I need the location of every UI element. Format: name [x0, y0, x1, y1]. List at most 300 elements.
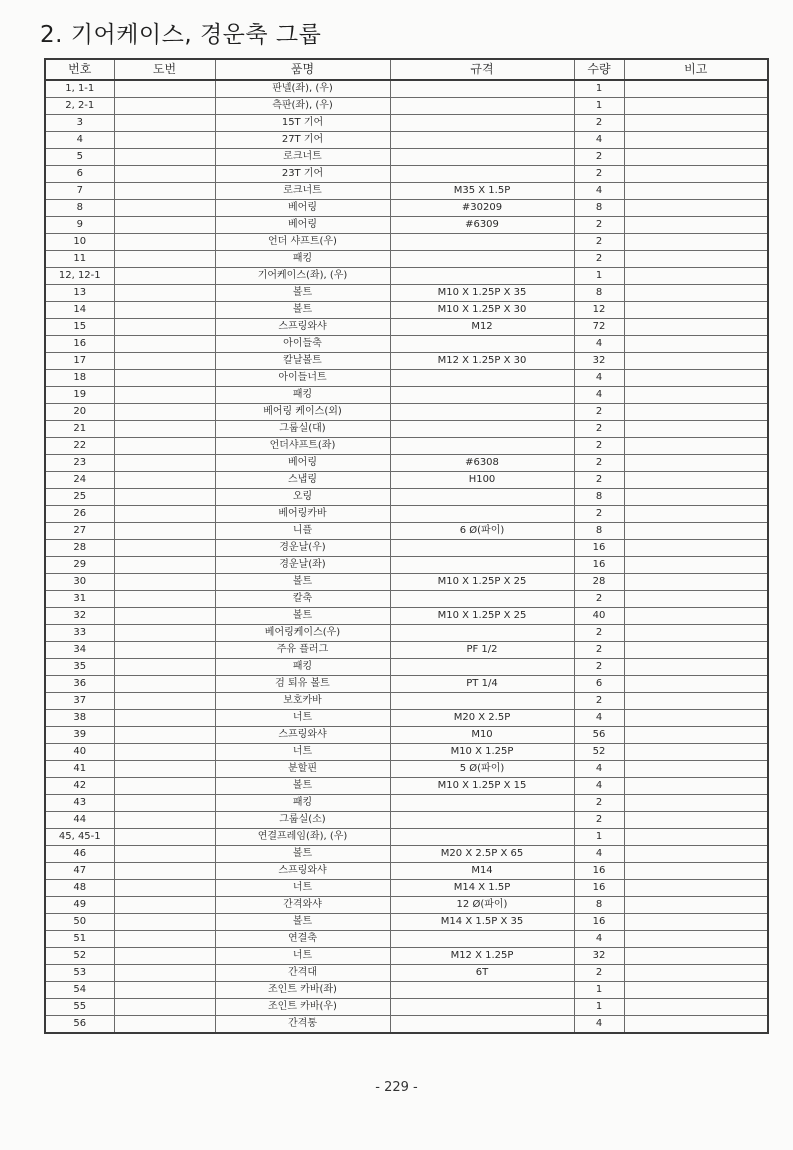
- cell-drawing: [114, 353, 215, 370]
- cell-drawing: [114, 455, 215, 472]
- cell-spec: [390, 80, 574, 98]
- cell-note: [624, 999, 768, 1016]
- table-row: [45, 387, 768, 404]
- cell-qty: 4: [574, 336, 624, 353]
- cell-note: [624, 693, 768, 710]
- cell-no: 51: [45, 931, 114, 948]
- cell-drawing: [114, 625, 215, 642]
- table-row: [45, 234, 768, 251]
- cell-no: 43: [45, 795, 114, 812]
- cell-drawing: [114, 914, 215, 931]
- cell-spec: [390, 591, 574, 608]
- cell-drawing: [114, 183, 215, 200]
- cell-spec: #30209: [390, 200, 574, 217]
- cell-no: 30: [45, 574, 114, 591]
- cell-drawing: [114, 319, 215, 336]
- cell-no: 7: [45, 183, 114, 200]
- cell-no: 35: [45, 659, 114, 676]
- cell-qty: 4: [574, 778, 624, 795]
- table-row: [45, 846, 768, 863]
- table-row: [45, 642, 768, 659]
- table-row: [45, 370, 768, 387]
- cell-qty: 2: [574, 438, 624, 455]
- cell-spec: M10 X 1.25P X 25: [390, 608, 574, 625]
- cell-note: [624, 710, 768, 727]
- cell-note: [624, 540, 768, 557]
- cell-name: 언더샤프트(좌): [215, 438, 390, 455]
- table-row: [45, 914, 768, 931]
- table-row: [45, 778, 768, 795]
- cell-no: 37: [45, 693, 114, 710]
- table-row: [45, 574, 768, 591]
- cell-drawing: [114, 795, 215, 812]
- cell-no: 50: [45, 914, 114, 931]
- cell-spec: [390, 659, 574, 676]
- cell-note: [624, 98, 768, 115]
- cell-note: [624, 149, 768, 166]
- cell-drawing: [114, 387, 215, 404]
- cell-qty: 8: [574, 489, 624, 506]
- cell-name: 연결프레임(좌), (우): [215, 829, 390, 846]
- table-row: [45, 183, 768, 200]
- cell-spec: [390, 268, 574, 285]
- cell-drawing: [114, 217, 215, 234]
- cell-note: [624, 387, 768, 404]
- cell-name: 볼트: [215, 914, 390, 931]
- cell-drawing: [114, 200, 215, 217]
- cell-drawing: [114, 438, 215, 455]
- cell-note: [624, 523, 768, 540]
- cell-spec: [390, 438, 574, 455]
- table-row: [45, 523, 768, 540]
- cell-note: [624, 727, 768, 744]
- cell-qty: 52: [574, 744, 624, 761]
- table-row: [45, 557, 768, 574]
- cell-note: [624, 982, 768, 999]
- cell-note: [624, 353, 768, 370]
- cell-qty: 16: [574, 880, 624, 897]
- cell-qty: 4: [574, 846, 624, 863]
- cell-qty: 2: [574, 234, 624, 251]
- cell-spec: M12 X 1.25P: [390, 948, 574, 965]
- cell-drawing: [114, 115, 215, 132]
- cell-name: 오링: [215, 489, 390, 506]
- cell-note: [624, 557, 768, 574]
- table-row: [45, 965, 768, 982]
- table-row: [45, 506, 768, 523]
- cell-name: 주유 플러그: [215, 642, 390, 659]
- cell-qty: 2: [574, 591, 624, 608]
- cell-drawing: [114, 744, 215, 761]
- cell-spec: M10 X 1.25P: [390, 744, 574, 761]
- cell-name: 칼축: [215, 591, 390, 608]
- cell-spec: [390, 98, 574, 115]
- cell-drawing: [114, 965, 215, 982]
- cell-no: 33: [45, 625, 114, 642]
- cell-drawing: [114, 149, 215, 166]
- cell-name: 아이들축: [215, 336, 390, 353]
- cell-no: 6: [45, 166, 114, 183]
- cell-note: [624, 642, 768, 659]
- cell-name: 볼트: [215, 846, 390, 863]
- cell-spec: [390, 370, 574, 387]
- cell-note: [624, 897, 768, 914]
- cell-qty: 6: [574, 676, 624, 693]
- cell-spec: M10 X 1.25P X 15: [390, 778, 574, 795]
- cell-drawing: [114, 931, 215, 948]
- table-row: [45, 421, 768, 438]
- cell-spec: [390, 1016, 574, 1034]
- cell-name: 스프링와샤: [215, 727, 390, 744]
- cell-note: [624, 489, 768, 506]
- cell-note: [624, 914, 768, 931]
- cell-note: [624, 931, 768, 948]
- cell-no: 49: [45, 897, 114, 914]
- table-row: [45, 829, 768, 846]
- cell-no: 11: [45, 251, 114, 268]
- table-body: [45, 80, 768, 1033]
- cell-drawing: [114, 982, 215, 999]
- cell-note: [624, 506, 768, 523]
- cell-drawing: [114, 897, 215, 914]
- table-row: [45, 319, 768, 336]
- cell-note: [624, 880, 768, 897]
- cell-spec: [390, 999, 574, 1016]
- cell-drawing: [114, 234, 215, 251]
- cell-note: [624, 795, 768, 812]
- cell-note: [624, 863, 768, 880]
- table-row: [45, 1016, 768, 1034]
- cell-qty: 16: [574, 863, 624, 880]
- cell-drawing: [114, 421, 215, 438]
- cell-no: 15: [45, 319, 114, 336]
- cell-note: [624, 421, 768, 438]
- cell-name: 측판(좌), (우): [215, 98, 390, 115]
- cell-name: 경운날(좌): [215, 557, 390, 574]
- table-row: [45, 982, 768, 999]
- cell-note: [624, 302, 768, 319]
- cell-name: 23T 기어: [215, 166, 390, 183]
- cell-spec: [390, 693, 574, 710]
- cell-note: [624, 455, 768, 472]
- cell-no: 56: [45, 1016, 114, 1034]
- cell-spec: #6309: [390, 217, 574, 234]
- table-row: [45, 693, 768, 710]
- cell-qty: 1: [574, 98, 624, 115]
- cell-qty: 2: [574, 421, 624, 438]
- cell-note: [624, 948, 768, 965]
- table-row: [45, 438, 768, 455]
- cell-spec: 6T: [390, 965, 574, 982]
- cell-note: [624, 132, 768, 149]
- cell-spec: [390, 557, 574, 574]
- cell-drawing: [114, 693, 215, 710]
- cell-qty: 1: [574, 268, 624, 285]
- cell-drawing: [114, 829, 215, 846]
- cell-no: 52: [45, 948, 114, 965]
- table-row: [45, 795, 768, 812]
- cell-no: 46: [45, 846, 114, 863]
- cell-spec: M10 X 1.25P X 25: [390, 574, 574, 591]
- cell-note: [624, 574, 768, 591]
- cell-note: [624, 846, 768, 863]
- cell-spec: 6 Ø(파이): [390, 523, 574, 540]
- cell-qty: 2: [574, 251, 624, 268]
- cell-drawing: [114, 268, 215, 285]
- cell-drawing: [114, 1016, 215, 1034]
- cell-no: 44: [45, 812, 114, 829]
- cell-drawing: [114, 285, 215, 302]
- cell-no: 20: [45, 404, 114, 421]
- cell-qty: 2: [574, 693, 624, 710]
- cell-note: [624, 166, 768, 183]
- table-row: [45, 744, 768, 761]
- cell-spec: [390, 506, 574, 523]
- table-row: [45, 285, 768, 302]
- cell-spec: [390, 251, 574, 268]
- table-row: [45, 200, 768, 217]
- cell-name: 경운날(우): [215, 540, 390, 557]
- cell-no: 18: [45, 370, 114, 387]
- cell-qty: 2: [574, 455, 624, 472]
- cell-note: [624, 625, 768, 642]
- cell-qty: 56: [574, 727, 624, 744]
- page-title: 2. 기어케이스, 경운축 그룹: [40, 22, 322, 48]
- cell-no: 17: [45, 353, 114, 370]
- cell-spec: [390, 812, 574, 829]
- cell-spec: 12 Ø(파이): [390, 897, 574, 914]
- cell-spec: [390, 982, 574, 999]
- cell-no: 23: [45, 455, 114, 472]
- cell-drawing: [114, 761, 215, 778]
- cell-no: 14: [45, 302, 114, 319]
- header-drawing: 도번: [114, 59, 215, 80]
- table-row: [45, 608, 768, 625]
- cell-qty: 72: [574, 319, 624, 336]
- table-header: [45, 59, 768, 80]
- cell-note: [624, 370, 768, 387]
- cell-no: 53: [45, 965, 114, 982]
- header-row: [45, 59, 768, 80]
- cell-note: [624, 251, 768, 268]
- table-row: [45, 591, 768, 608]
- cell-qty: 4: [574, 931, 624, 948]
- cell-qty: 32: [574, 353, 624, 370]
- parts-table: [44, 58, 769, 1034]
- cell-no: 8: [45, 200, 114, 217]
- cell-name: 조인트 카바(우): [215, 999, 390, 1016]
- table-row: [45, 455, 768, 472]
- table-row: [45, 217, 768, 234]
- cell-name: 27T 기어: [215, 132, 390, 149]
- cell-no: 16: [45, 336, 114, 353]
- cell-note: [624, 183, 768, 200]
- cell-no: 31: [45, 591, 114, 608]
- cell-note: [624, 472, 768, 489]
- cell-spec: M20 X 2.5P: [390, 710, 574, 727]
- cell-spec: M35 X 1.5P: [390, 183, 574, 200]
- cell-name: 보호카바: [215, 693, 390, 710]
- cell-no: 32: [45, 608, 114, 625]
- cell-name: 스프링와샤: [215, 319, 390, 336]
- cell-qty: 32: [574, 948, 624, 965]
- cell-note: [624, 812, 768, 829]
- cell-drawing: [114, 489, 215, 506]
- cell-name: 스프링와샤: [215, 863, 390, 880]
- table-row: [45, 659, 768, 676]
- cell-spec: M14: [390, 863, 574, 880]
- cell-name: 패킹: [215, 387, 390, 404]
- header-qty: 수량: [574, 59, 624, 80]
- cell-name: 볼트: [215, 302, 390, 319]
- cell-qty: 2: [574, 472, 624, 489]
- header-name: 품명: [215, 59, 390, 80]
- cell-name: 연결축: [215, 931, 390, 948]
- table-row: [45, 132, 768, 149]
- table-row: [45, 98, 768, 115]
- cell-spec: 5 Ø(파이): [390, 761, 574, 778]
- table-row: [45, 404, 768, 421]
- cell-no: 21: [45, 421, 114, 438]
- cell-name: 분할핀: [215, 761, 390, 778]
- cell-spec: M14 X 1.5P X 35: [390, 914, 574, 931]
- cell-name: 판넬(좌), (우): [215, 80, 390, 98]
- cell-note: [624, 778, 768, 795]
- cell-spec: M12: [390, 319, 574, 336]
- cell-name: 15T 기어: [215, 115, 390, 132]
- cell-no: 27: [45, 523, 114, 540]
- table-row: [45, 727, 768, 744]
- cell-note: [624, 438, 768, 455]
- cell-no: 26: [45, 506, 114, 523]
- cell-name: 간격대: [215, 965, 390, 982]
- cell-spec: [390, 540, 574, 557]
- cell-note: [624, 761, 768, 778]
- cell-no: 12, 12-1: [45, 268, 114, 285]
- cell-qty: 1: [574, 982, 624, 999]
- cell-qty: 4: [574, 1016, 624, 1034]
- cell-spec: [390, 404, 574, 421]
- cell-drawing: [114, 251, 215, 268]
- cell-name: 로크너트: [215, 183, 390, 200]
- table-row: [45, 251, 768, 268]
- cell-spec: M10: [390, 727, 574, 744]
- cell-qty: 2: [574, 149, 624, 166]
- cell-qty: 16: [574, 540, 624, 557]
- cell-drawing: [114, 166, 215, 183]
- header-no: 번호: [45, 59, 114, 80]
- table-row: [45, 336, 768, 353]
- cell-qty: 2: [574, 404, 624, 421]
- cell-spec: [390, 489, 574, 506]
- cell-qty: 2: [574, 115, 624, 132]
- cell-name: 베어링카바: [215, 506, 390, 523]
- cell-name: 너트: [215, 710, 390, 727]
- cell-spec: [390, 931, 574, 948]
- cell-qty: 16: [574, 557, 624, 574]
- cell-no: 2, 2-1: [45, 98, 114, 115]
- cell-name: 스냅링: [215, 472, 390, 489]
- cell-no: 55: [45, 999, 114, 1016]
- cell-name: 볼트: [215, 778, 390, 795]
- cell-drawing: [114, 608, 215, 625]
- cell-note: [624, 608, 768, 625]
- cell-spec: [390, 829, 574, 846]
- cell-qty: 40: [574, 608, 624, 625]
- cell-name: 간격와샤: [215, 897, 390, 914]
- cell-qty: 8: [574, 523, 624, 540]
- cell-qty: 1: [574, 80, 624, 98]
- cell-drawing: [114, 948, 215, 965]
- table-row: [45, 761, 768, 778]
- cell-note: [624, 404, 768, 421]
- table-row: [45, 80, 768, 98]
- cell-qty: 2: [574, 217, 624, 234]
- cell-qty: 2: [574, 795, 624, 812]
- cell-name: 아이들너트: [215, 370, 390, 387]
- cell-spec: #6308: [390, 455, 574, 472]
- table-row: [45, 166, 768, 183]
- cell-note: [624, 591, 768, 608]
- cell-drawing: [114, 880, 215, 897]
- cell-qty: 4: [574, 370, 624, 387]
- cell-note: [624, 115, 768, 132]
- cell-spec: PF 1/2: [390, 642, 574, 659]
- cell-no: 48: [45, 880, 114, 897]
- cell-qty: 8: [574, 200, 624, 217]
- cell-drawing: [114, 336, 215, 353]
- cell-name: 베어링케이스(우): [215, 625, 390, 642]
- cell-name: 베어링: [215, 455, 390, 472]
- cell-note: [624, 80, 768, 98]
- cell-qty: 2: [574, 965, 624, 982]
- cell-qty: 8: [574, 897, 624, 914]
- cell-name: 간격통: [215, 1016, 390, 1034]
- cell-name: 칼날볼트: [215, 353, 390, 370]
- cell-no: 38: [45, 710, 114, 727]
- cell-spec: M12 X 1.25P X 30: [390, 353, 574, 370]
- cell-no: 40: [45, 744, 114, 761]
- table-row: [45, 268, 768, 285]
- cell-spec: [390, 149, 574, 166]
- cell-no: 10: [45, 234, 114, 251]
- cell-qty: 2: [574, 625, 624, 642]
- cell-note: [624, 200, 768, 217]
- cell-drawing: [114, 370, 215, 387]
- cell-name: 볼트: [215, 574, 390, 591]
- cell-qty: 1: [574, 829, 624, 846]
- cell-drawing: [114, 132, 215, 149]
- cell-drawing: [114, 812, 215, 829]
- cell-drawing: [114, 642, 215, 659]
- cell-no: 36: [45, 676, 114, 693]
- cell-note: [624, 285, 768, 302]
- cell-qty: 4: [574, 387, 624, 404]
- cell-qty: 4: [574, 761, 624, 778]
- table-row: [45, 863, 768, 880]
- table-row: [45, 710, 768, 727]
- table-row: [45, 489, 768, 506]
- cell-no: 54: [45, 982, 114, 999]
- cell-no: 42: [45, 778, 114, 795]
- cell-no: 28: [45, 540, 114, 557]
- cell-note: [624, 659, 768, 676]
- table-row: [45, 353, 768, 370]
- cell-qty: 4: [574, 132, 624, 149]
- cell-spec: [390, 625, 574, 642]
- cell-drawing: [114, 557, 215, 574]
- cell-spec: [390, 115, 574, 132]
